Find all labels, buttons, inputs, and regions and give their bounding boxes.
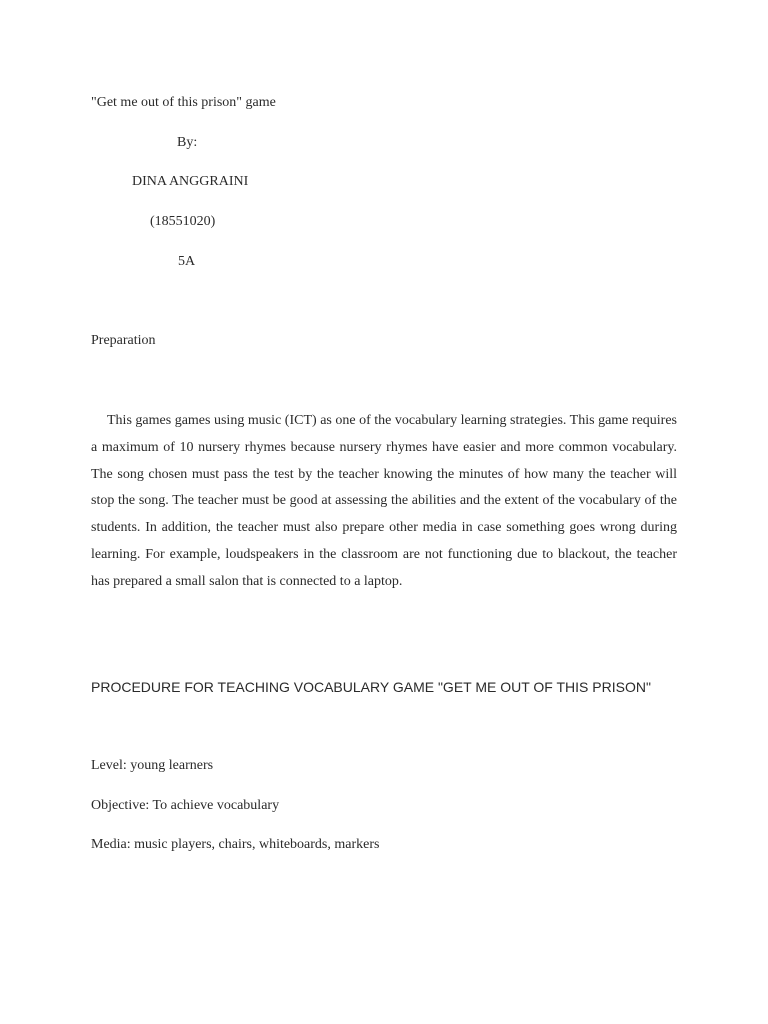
preparation-heading: Preparation	[91, 333, 156, 348]
objective-line: Objective: To achieve vocabulary	[91, 798, 280, 813]
document-title: "Get me out of this prison" game	[91, 95, 276, 110]
preparation-paragraph: This games games using music (ICT) as one of the vocabulary learning strategies. This game requires a maximum of 10 nursery rhymes because nursery rhymes have easier and more common vocabulary. The song chosen must pass the test by the teacher knowing the minutes of how many the teacher will stop the song. The teacher must be good at assessing the abilities and the extent of the vocabulary of the students. In addition, the teacher must also prepare other media in case something goes wrong during learning. For example, loudspeakers in the classroom are not functioning due to blackout, the teacher has prepared a small salon that is connected to a laptop.	[91, 413, 677, 589]
author-name: DINA ANGGRAINI	[132, 174, 249, 189]
media-line: Media: music players, chairs, whiteboards, markers	[91, 837, 380, 852]
level-line: Level: young learners	[91, 758, 214, 773]
by-label: By:	[177, 135, 198, 150]
student-id: (18551020)	[150, 214, 216, 229]
class-label: 5A	[178, 254, 196, 269]
procedure-heading: PROCEDURE FOR TEACHING VOCABULARY GAME "GET ME OUT OF THIS PRISON"	[91, 679, 651, 695]
